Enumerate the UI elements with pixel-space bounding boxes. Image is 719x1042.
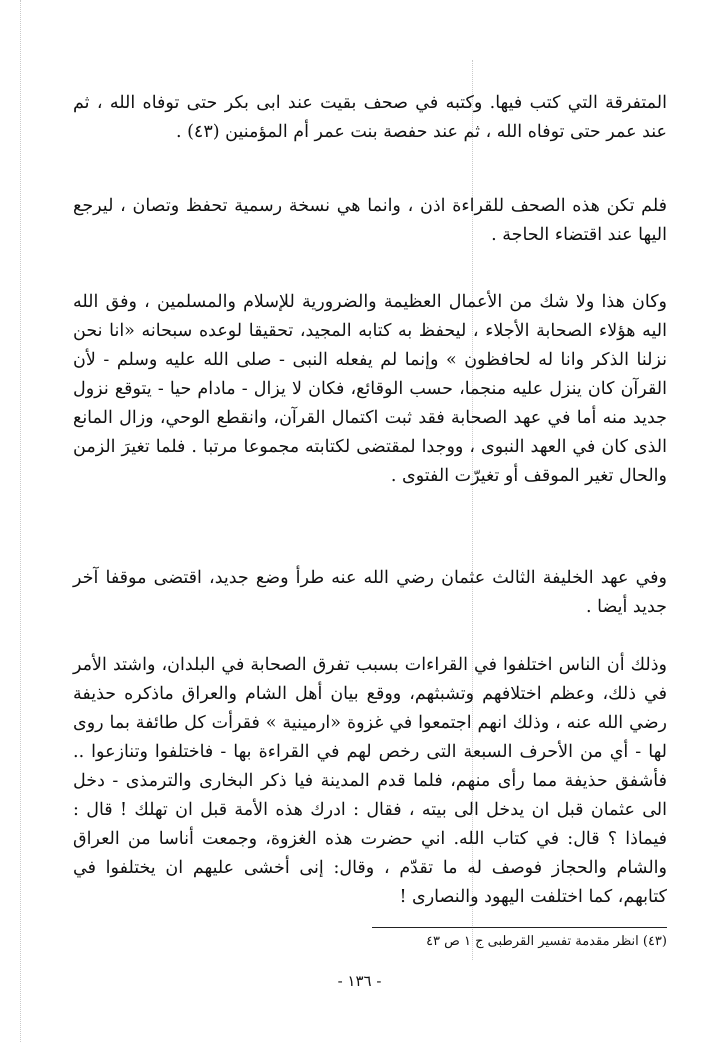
scan-fold-line bbox=[20, 0, 21, 1042]
paragraph-text: وكان هذا ولا شك من الأعمال العظيمة والضرورية للإسلام والمسلمين ، وفق الله اليه هؤلاء الصحابة الأجلاء ، ليحفظ به كتابه المجيد، تحقيقا لوعده سبحانه «انا نحن نزلنا الذكر وانا له لحافظون » وإنما لم يفعله النبى - صلى الله عليه وسلم - لأن القرآن كان ينزل عليه منجما، حسب الوقائع، فكان لا يزال - مادام حيا - يتوقع نزول جديد منه أما في عهد الصحابة فقد ثبت اكتمال القرآن، وانقطع الوحي، وزال المانع الذى كان في العهد النبوى ، ووجدا لمقتضى لكتابته مجموعا مرتبا . فلما تغيرَ الزمن والحال تغير الموقف أو تغيرّت الفتوى . bbox=[73, 292, 667, 486]
paragraph-5 bbox=[73, 651, 667, 912]
paragraph-text: وفي عهد الخليفة الثالث عثمان رضي الله عنه طرأ وضع جديد، اقتضى موقفا آخر جديد أيضا . bbox=[73, 568, 667, 617]
paragraph-3 bbox=[73, 288, 667, 491]
footnote-divider bbox=[372, 927, 667, 928]
paragraph-text: المتفرقة التي كتب فيها. وكتبه في صحف بقيت عند ابى بكر حتى توفاه الله ، ثم عند عمر حتى توفاه الله ، ثم عند حفصة بنت عمر أم المؤمنين (٤٣) . bbox=[73, 93, 667, 142]
paragraph-4 bbox=[73, 564, 667, 622]
paragraph-text: فلم تكن هذه الصحف للقراءة اذن ، وانما هي نسخة رسمية تحفظ وتصان ، ليرجع اليها عند اقتضاء الحاجة . bbox=[73, 196, 667, 245]
paragraph-text: وذلك أن الناس اختلفوا في القراءات بسبب تفرق الصحابة في البلدان، واشتد الأمر في ذلك، وعظم اختلافهم وتشبثهم، ووقع بيان أهل الشام والعراق ماذكره حذيفة رضي الله عنه ، وذلك انهم اجتمعوا في غزوة «ارمينية » فقرأت كل طائفة بما روى لها - أي من الأحرف السبعة التى رخص لهم في القراءة بها - فاختلفوا وتنازعوا .. فأشفق حذيفة مما رأى منهم، فلما قدم المدينة فيا ذكر البخارى والترمذى - دخل الى عثمان قبل ان يدخل الى بيته ، فقال : ادرك هذه الأمة قبل ان تهلك ! قال : فيماذا ؟ قال: في كتاب الله. اني حضرت هذه الغزوة، وجمعت أناسا من العراق والشام والحجاز فوصف له ما تقدّم ، وقال: إنى أخشى عليهم ان يختلفوا في كتابهم، كما اختلفت اليهود والنصارى ! bbox=[73, 655, 668, 907]
page-number: - ١٣٦ - bbox=[337, 972, 382, 990]
paragraph-2 bbox=[73, 192, 667, 250]
paragraph-1 bbox=[73, 89, 667, 147]
footnote: (٤٣) انظر مقدمة تفسير القرطبى ج ١ ص ٤٣ bbox=[426, 934, 667, 949]
